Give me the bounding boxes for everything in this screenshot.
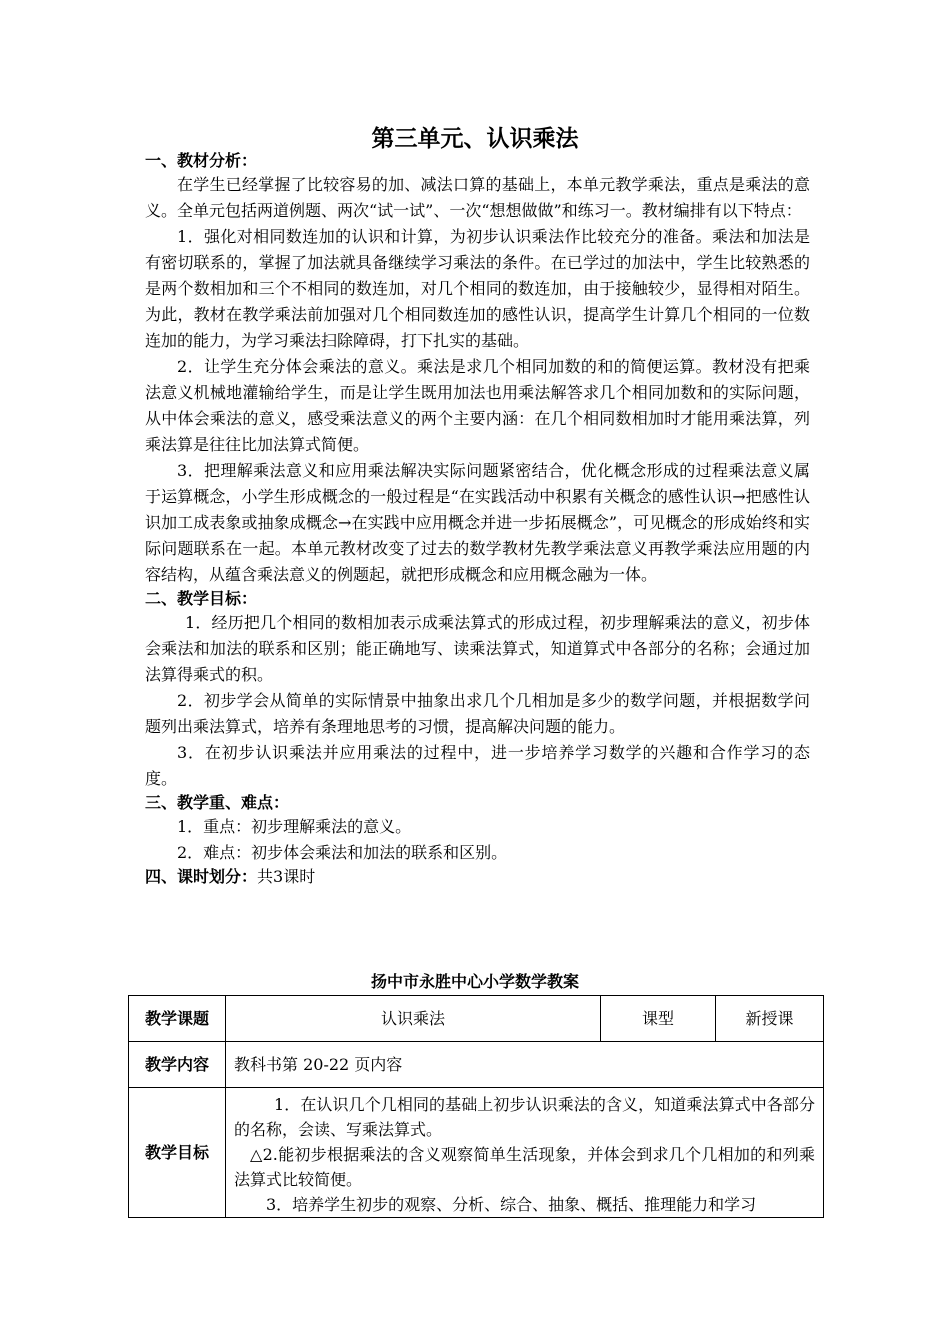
lesson-plan-table [128, 995, 824, 1218]
analysis-point-1: 1．强化对相同数连加的认识和计算，为初步认识乘法作比较充分的准备。乘法和加法是有密切联系的，掌握了加法就具备继续学习乘法的条件。在已学过的加法中，学生比较熟悉的是两个数相加和三个不相同的数连加，对几个相同的数连加，由于接触较少，显得相对陌生。为此，教材在教学乘法前加强对几个相同数连加的感性认识，提高学生计算几个相同的一位数连加的能力，为学习乘法扫除障碍，打下扎实的基础。 [145, 227, 810, 350]
table-row-topic [129, 996, 824, 1042]
table-row-goals [129, 1088, 824, 1218]
content-value: 教科书第 20-22 页内容 [226, 1042, 824, 1088]
keypoint-2: 2．难点：初步体会乘法和加法的联系和区别。 [177, 843, 508, 862]
content-label: 教学内容 [129, 1042, 226, 1088]
hours-line [145, 866, 810, 888]
goals-point-1: 1．经历把几个相同的数相加表示成乘法算式的形成过程，初步理解乘法的意义，初步体会乘法和加法的联系和区别；能正确地写、读乘法算式，知道算式中各部分的名称；会通过加法算得乘式的积。 [145, 613, 810, 684]
keypoints-heading: 三、教学重、难点： [145, 793, 290, 812]
goals-label: 教学目标 [129, 1088, 226, 1218]
table-row-content [129, 1042, 824, 1088]
type-label: 课型 [601, 996, 716, 1042]
analysis-heading: 一、教材分析： [145, 151, 258, 170]
type-value: 新授课 [716, 996, 824, 1042]
lesson-table-title: 扬中市永胜中心小学数学教案 [370, 972, 579, 991]
goals-point-3: 3．在初步认识乘法并应用乘法的过程中，进一步培养学习数学的兴趣和合作学习的态度。 [145, 743, 810, 788]
keypoint-1: 1．重点：初步理解乘法的意义。 [177, 817, 412, 836]
hours-value: 共3课时 [257, 867, 316, 886]
topic-value: 认识乘法 [226, 996, 601, 1042]
unit-content [145, 150, 810, 888]
topic-label: 教学课题 [129, 996, 226, 1042]
analysis-point-3: 3．把理解乘法意义和应用乘法解决实际问题紧密结合，优化概念形成的过程乘法意义属于运算概念，小学生形成概念的一般过程是“在实践活动中积累有关概念的感性认识→把感性认识加工成表象或抽象成概念→在实践中应用概念并进一步拓展概念”，可见概念的形成始终和实际问题联系在一起。本单元教材改变了过去的数学教材先教学乘法意义再教学乘法应用题的内容结构，从蕴含乘法意义的例题起，就把形成概念和应用概念融为一体。 [145, 461, 810, 584]
table-goal-3: 3．培养学生初步的观察、分析、综合、抽象、概括、推理能力和学习 [266, 1195, 757, 1214]
hours-heading: 四、课时划分： [145, 867, 258, 886]
unit-title: 第三单元、认识乘法 [371, 126, 579, 152]
analysis-intro: 在学生已经掌握了比较容易的加、减法口算的基础上，本单元教学乘法，重点是乘法的意义。全单元包括两道例题、两次“试一试”、一次“想想做做”和练习一。教材编排有以下特点： [145, 175, 810, 220]
goals-cell [226, 1088, 824, 1218]
goals-point-2: 2．初步学会从简单的实际情景中抽象出求几个几相加是多少的数学问题，并根据数学问题列出乘法算式，培养有条理地思考的习惯，提高解决问题的能力。 [145, 691, 810, 736]
table-goal-2: △2.能初步根据乘法的含义观察简单生活现象，并体会到求几个几相加的和列乘法算式比较简便。 [234, 1145, 815, 1189]
analysis-point-2: 2．让学生充分体会乘法的意义。乘法是求几个相同加数的和的简便运算。教材没有把乘法意义机械地灌输给学生，而是让学生既用加法也用乘法解答求几个相同加数和的实际问题，从中体会乘法的意义，感受乘法意义的两个主要内涵：在几个相同数相加时才能用乘法算，列乘法算是往往比加法算式简便。 [145, 357, 810, 454]
table-goal-1: 1．在认识几个几相同的基础上初步认识乘法的含义，知道乘法算式中各部分的名称，会读、写乘法算式。 [234, 1095, 815, 1139]
goals-heading: 二、教学目标： [145, 589, 258, 608]
